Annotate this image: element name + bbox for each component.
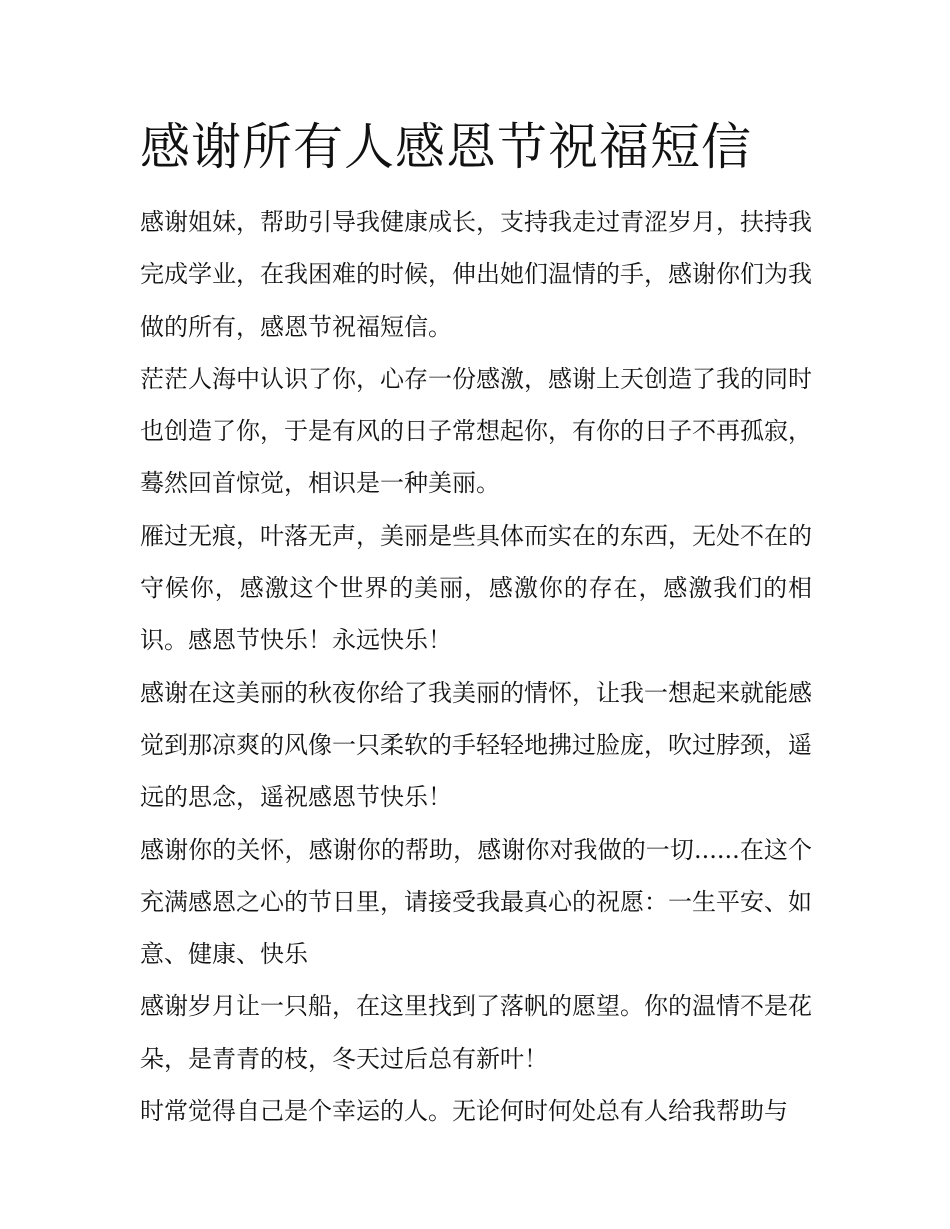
paragraph-3: 雁过无痕，叶落无声，美丽是些具体而实在的东西，无处不在的守候你，感激这个世界的美丽，感激你的存在，感激我们的相识。感恩节快乐！永远快乐！	[140, 521, 812, 655]
paragraph-5: 感谢你的关怀，感谢你的帮助，感谢你对我做的一切......在这个充满感恩之心的节日里，请接受我最真心的祝愿：一生平安、如意、健康、快乐	[140, 835, 812, 969]
document-body	[140, 196, 812, 1137]
paragraph-6: 感谢岁月让一只船，在这里找到了落帆的愿望。你的温情不是花朵，是青青的枝，冬天过后总有新叶！	[140, 992, 812, 1073]
paragraph-2: 茫茫人海中认识了你，心存一份感激，感谢上天创造了我的同时也创造了你，于是有风的日子常想起你，有你的日子不再孤寂，蓦然回首惊觉，相识是一种美丽。	[140, 364, 812, 498]
paragraph-1: 感谢姐妹，帮助引导我健康成长，支持我走过青涩岁月，扶持我完成学业，在我困难的时候，伸出她们温情的手，感谢你们为我做的所有，感恩节祝福短信。	[140, 208, 812, 341]
page-title: 感谢所有人感恩节祝福短信	[140, 118, 752, 176]
paragraph-7: 时常觉得自己是个幸运的人。无论何时何处总有人给我帮助与	[140, 1097, 788, 1126]
paragraph-4: 感谢在这美丽的秋夜你给了我美丽的情怀，让我一想起来就能感觉到那凉爽的风像一只柔软的手轻轻地拂过脸庞，吹过脖颈，遥远的思念，遥祝感恩节快乐！	[140, 678, 812, 812]
